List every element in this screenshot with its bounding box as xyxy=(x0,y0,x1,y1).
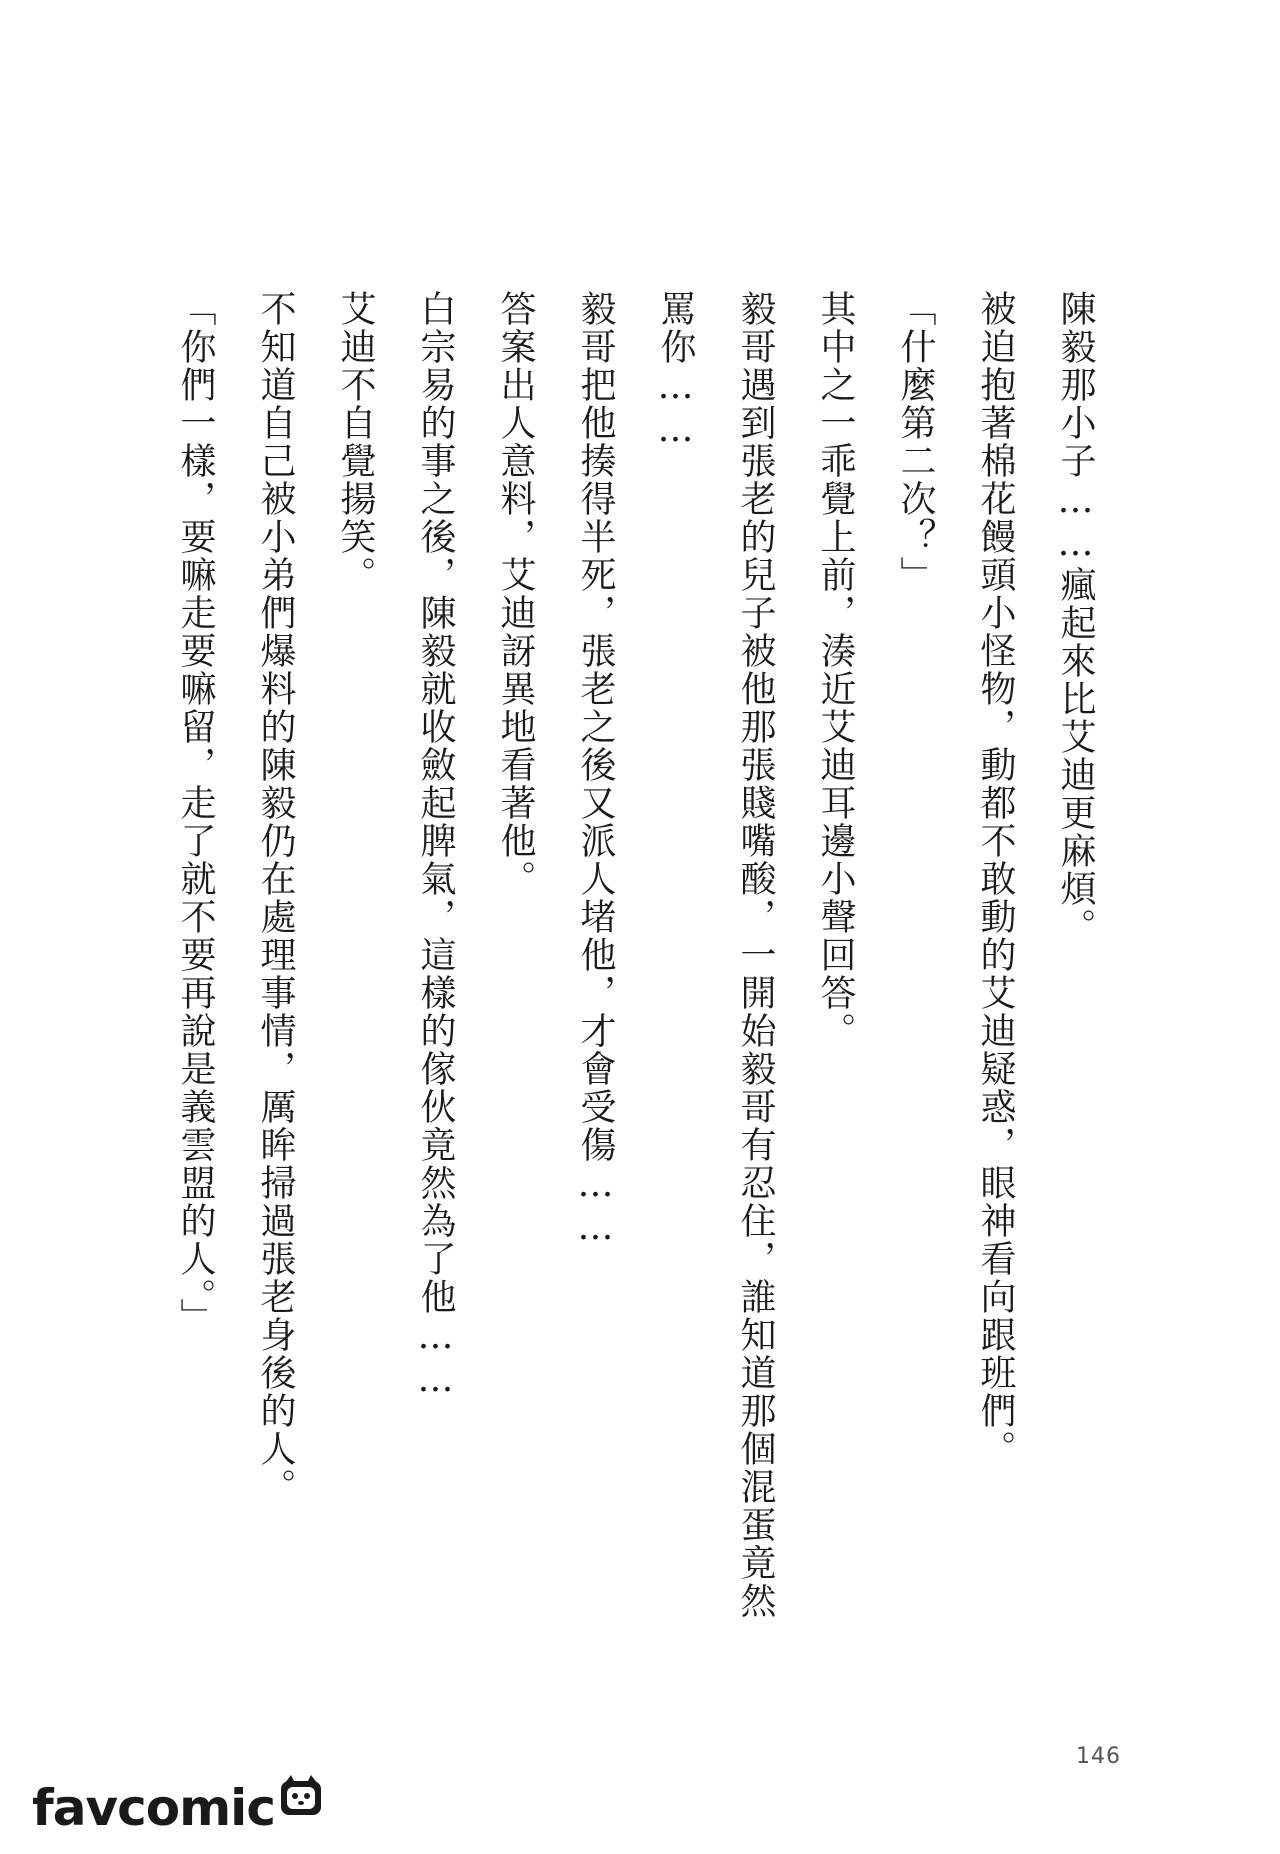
paragraph-5: 毅哥遇到張老的兒子被他那張賤嘴酸，一開始毅哥有忍住，誰知道那個混蛋竟然罵你…… xyxy=(655,290,776,1620)
vertical-text-block xyxy=(155,290,1115,1620)
paragraph-8: 白宗易的事之後，陳毅就收斂起脾氣，這樣的傢伙竟然為了他…… xyxy=(415,290,456,1402)
logo-text-fav: fav xyxy=(32,1779,118,1837)
paragraph-6: 毅哥把他揍得半死，張老之後又派人堵他，才會受傷…… xyxy=(575,290,616,1250)
paragraph-2: 被迫抱著棉花饅頭小怪物，動都不敢動的艾迪疑惑，眼神看向跟班們。 xyxy=(975,290,1016,1468)
favcomic-logo xyxy=(32,1778,323,1838)
logo-text-comic: comic xyxy=(117,1779,275,1837)
paragraph-1: 陳毅那小子……瘋起來比艾迪更麻煩。 xyxy=(1055,290,1096,946)
paragraph-11: 「你們一樣，要嘛走要嘛留，走了就不要再說是義雲盟的人。」 xyxy=(175,290,216,1336)
paragraph-4: 其中之一乖覺上前，湊近艾迪耳邊小聲回答。 xyxy=(815,290,856,1050)
paragraph-3: 「什麼第二次？」 xyxy=(895,290,936,594)
paragraph-10: 不知道自己被小弟們爆料的陳毅仍在處理事情，厲眸掃過張老身後的人。 xyxy=(255,290,296,1506)
page-number: 146 xyxy=(1076,1744,1121,1769)
favcomic-mascot-icon xyxy=(279,1772,323,1832)
paragraph-9: 艾迪不自覺揚笑。 xyxy=(335,290,376,594)
paragraph-7: 答案出人意料，艾迪訝異地看著他。 xyxy=(495,290,536,898)
